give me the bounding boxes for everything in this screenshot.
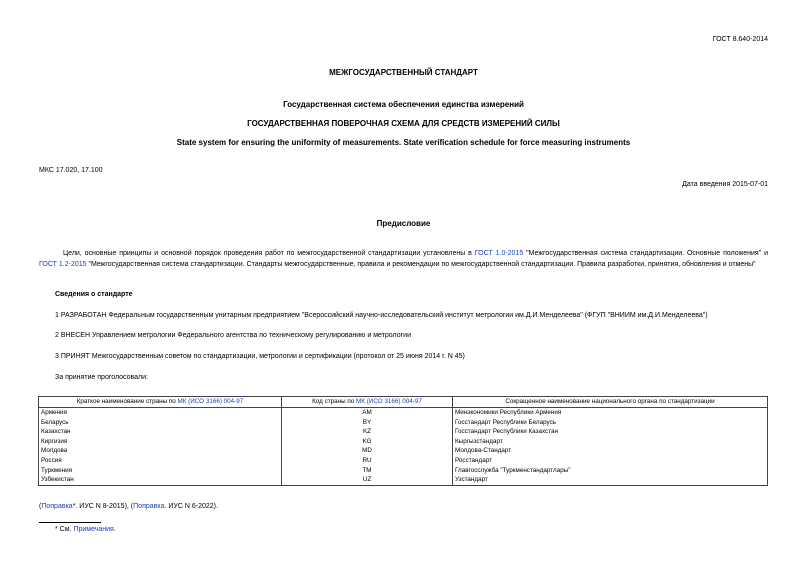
notes-link[interactable]: Примечания: [73, 526, 114, 533]
amendment-link[interactable]: Поправка: [41, 503, 73, 510]
mk-iso-3166-link[interactable]: МК (ИСО 3166) 004-97: [177, 398, 244, 406]
standard-info-heading: Сведения о стандарте: [55, 291, 133, 298]
table-row: [39, 446, 768, 456]
table-row: [39, 427, 768, 437]
country-code-header: Код страны по МК (ИСО 3166) 004-97: [282, 397, 453, 408]
table-row: [39, 418, 768, 428]
country-code: RU: [282, 456, 453, 466]
footnote-divider: [39, 522, 101, 523]
foreword-text-1: Цели, основные принципы и основной порядок проведения работ по межгосударственной стандартизации установлены в: [63, 250, 475, 257]
document-code: ГОСТ 8.640-2014: [712, 36, 768, 43]
standards-body-header: Сокращенное наименование национального органа по стандартизации: [453, 397, 768, 408]
standards-body: Молдова-Стандарт: [453, 446, 768, 456]
standards-body: Кыргызстандарт: [453, 437, 768, 447]
foreword-text-2: "Межгосударственная система стандартизации. Основные положения" и: [523, 250, 768, 257]
country-name: Киргизия: [39, 437, 282, 447]
amendment-link[interactable]: Поправка: [133, 503, 165, 510]
table-row: [39, 475, 768, 485]
gost-1-0-2015-link[interactable]: ГОСТ 1.0-2015: [474, 250, 524, 257]
country-code: AM: [282, 408, 453, 418]
adopted-by-item: 3 ПРИНЯТ Межгосударственным советом по стандартизации, метрологии и сертификации (протокол от 25 июня 2014 г. N 45): [55, 353, 465, 360]
country-code: UZ: [282, 475, 453, 485]
country-name-header: Краткое наименование страны по МК (ИСО 3166) 004-97: [39, 397, 282, 408]
country-name: Узбекистан: [39, 475, 282, 485]
standards-body: Росстандарт: [453, 456, 768, 466]
country-code: KZ: [282, 427, 453, 437]
standards-body: Госстандарт Республики Беларусь: [453, 418, 768, 428]
interstate-standard-heading: МЕЖГОСУДАРСТВЕННЫЙ СТАНДАРТ: [329, 68, 478, 77]
footnote: * См. Примечания.: [55, 526, 116, 533]
country-name: Россия: [39, 456, 282, 466]
gost-1-2-2015-link[interactable]: ГОСТ 1.2-2015: [39, 261, 87, 268]
foreword-paragraph: [39, 248, 768, 270]
table-row: [39, 456, 768, 466]
country-name: Беларусь: [39, 418, 282, 428]
standards-body: Главгосслужба "Туркменстандартлары": [453, 466, 768, 476]
introduced-by-item: 2 ВНЕСЕН Управлением метрологии Федерального агентства по техническому регулированию и метрологии: [55, 332, 411, 339]
document-main-title: ГОСУДАРСТВЕННАЯ ПОВЕРОЧНАЯ СХЕМА ДЛЯ СРЕДСТВ ИЗМЕРЕНИЙ СИЛЫ: [247, 119, 560, 128]
mks-code: МКС 17.020, 17.100: [39, 167, 103, 174]
country-name: Туркмения: [39, 466, 282, 476]
foreword-heading: Предисловие: [376, 219, 431, 228]
table-row: [39, 408, 768, 418]
system-title: Государственная система обеспечения единства измерений: [283, 100, 524, 109]
voting-countries-table: [38, 396, 768, 486]
standards-body: Минэкономики Республики Армения: [453, 408, 768, 418]
country-code: BY: [282, 418, 453, 428]
country-name: Молдова: [39, 446, 282, 456]
country-code: KG: [282, 437, 453, 447]
standards-body: Госстандарт Республики Казахстан: [453, 427, 768, 437]
developed-by-item: 1 РАЗРАБОТАН Федеральным государственным унитарным предприятием "Всероссийский научно-исследовательский институт метрологии им.Д.И.Менделеева" (ФГУП "ВНИИМ им.Д.И.Менделеева"): [55, 312, 708, 319]
voted-for-label: За принятие проголосовали:: [55, 374, 148, 381]
country-code: MD: [282, 446, 453, 456]
country-name: Армения: [39, 408, 282, 418]
foreword-text-3: "Межгосударственная система стандартизации. Стандарты межгосударственные, правила и рекомендации по межгосударственной стандартизации. Правила разработки, принятия, обновления и отмены": [86, 261, 756, 268]
table-row: [39, 466, 768, 476]
mk-iso-3166-link[interactable]: МК (ИСО 3166) 004-97: [356, 398, 422, 406]
introduction-date: Дата введения 2015-07-01: [682, 181, 768, 188]
table-header-row: [39, 397, 768, 408]
amendments-note: (Поправка*. ИУС N 8-2015), (Поправка. ИУС N 6-2022).: [39, 503, 218, 510]
standards-body: Узстандарт: [453, 475, 768, 485]
document-english-title: State system for ensuring the uniformity of measurements. State verification schedule for force measuring instruments: [176, 138, 631, 147]
table-row: [39, 437, 768, 447]
country-name: Казахстан: [39, 427, 282, 437]
country-code: TM: [282, 466, 453, 476]
